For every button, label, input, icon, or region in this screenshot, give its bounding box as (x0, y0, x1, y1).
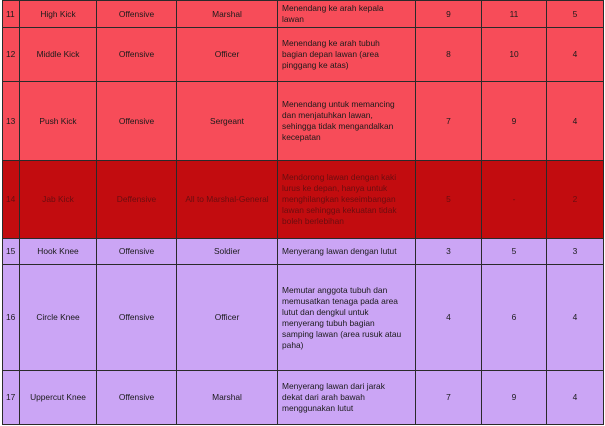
move-type: Offensive (97, 371, 177, 425)
move-description: Menendang ke arah tubuh bagian depan lawan (area pinggang ke atas) (278, 28, 416, 82)
value-b: - (482, 161, 547, 239)
value-b: 5 (482, 239, 547, 265)
row-number: 17 (3, 371, 20, 425)
value-a: 7 (416, 371, 482, 425)
value-c: 5 (547, 1, 604, 28)
value-a: 5 (416, 161, 482, 239)
table-row (3, 239, 604, 265)
move-rank: Soldier (177, 239, 278, 265)
move-description: Mendorong lawan dengan kaki lurus ke depan, hanya untuk menghilangkan keseimbangan lawan sehingga kekuatan tidak boleh berlebihan (278, 161, 416, 239)
move-description: Memutar anggota tubuh dan memusatkan tenaga pada area lutut dan dengkul untuk menyerang tubuh bagian samping lawan (area rusuk atau paha) (278, 265, 416, 371)
value-b: 10 (482, 28, 547, 82)
table-row (3, 161, 604, 239)
move-name: High Kick (20, 1, 97, 28)
move-type: Offensive (97, 28, 177, 82)
move-rank: Marshal (177, 1, 278, 28)
move-description: Menyerang lawan dari jarak dekat dari arah bawah menggunakan lutut (278, 371, 416, 425)
move-rank: Officer (177, 265, 278, 371)
move-rank: Officer (177, 28, 278, 82)
row-number: 14 (3, 161, 20, 239)
move-name: Jab Kick (20, 161, 97, 239)
move-name: Middle Kick (20, 28, 97, 82)
row-number: 15 (3, 239, 20, 265)
row-number: 16 (3, 265, 20, 371)
move-name: Circle Knee (20, 265, 97, 371)
move-name: Push Kick (20, 82, 97, 161)
row-number: 12 (3, 28, 20, 82)
move-description: Menendang ke arah kepala lawan (278, 1, 416, 28)
value-b: 9 (482, 82, 547, 161)
move-type: Offensive (97, 239, 177, 265)
move-description: Menyerang lawan dengan lutut (278, 239, 416, 265)
table-row (3, 28, 604, 82)
move-name: Hook Knee (20, 239, 97, 265)
value-b: 6 (482, 265, 547, 371)
value-a: 3 (416, 239, 482, 265)
move-description: Menendang untuk memancing dan menjatuhkan lawan, sehingga tidak mengandalkan kecepatan (278, 82, 416, 161)
table-row (3, 1, 604, 28)
move-type: Deffensive (97, 161, 177, 239)
move-rank: Sergeant (177, 82, 278, 161)
row-number: 13 (3, 82, 20, 161)
value-a: 7 (416, 82, 482, 161)
table-row (3, 265, 604, 371)
move-name: Uppercut Knee (20, 371, 97, 425)
value-c: 2 (547, 161, 604, 239)
value-a: 9 (416, 1, 482, 28)
move-type: Offensive (97, 265, 177, 371)
row-number: 11 (3, 1, 20, 28)
value-c: 4 (547, 28, 604, 82)
moves-table (2, 0, 604, 425)
value-c: 4 (547, 82, 604, 161)
move-type: Offensive (97, 82, 177, 161)
value-b: 9 (482, 371, 547, 425)
move-rank: Marshal (177, 371, 278, 425)
table-row (3, 82, 604, 161)
value-a: 8 (416, 28, 482, 82)
move-type: Offensive (97, 1, 177, 28)
value-b: 11 (482, 1, 547, 28)
value-c: 4 (547, 371, 604, 425)
table-row (3, 371, 604, 425)
move-rank: All to Marshal-General (177, 161, 278, 239)
value-c: 3 (547, 239, 604, 265)
value-c: 4 (547, 265, 604, 371)
value-a: 4 (416, 265, 482, 371)
